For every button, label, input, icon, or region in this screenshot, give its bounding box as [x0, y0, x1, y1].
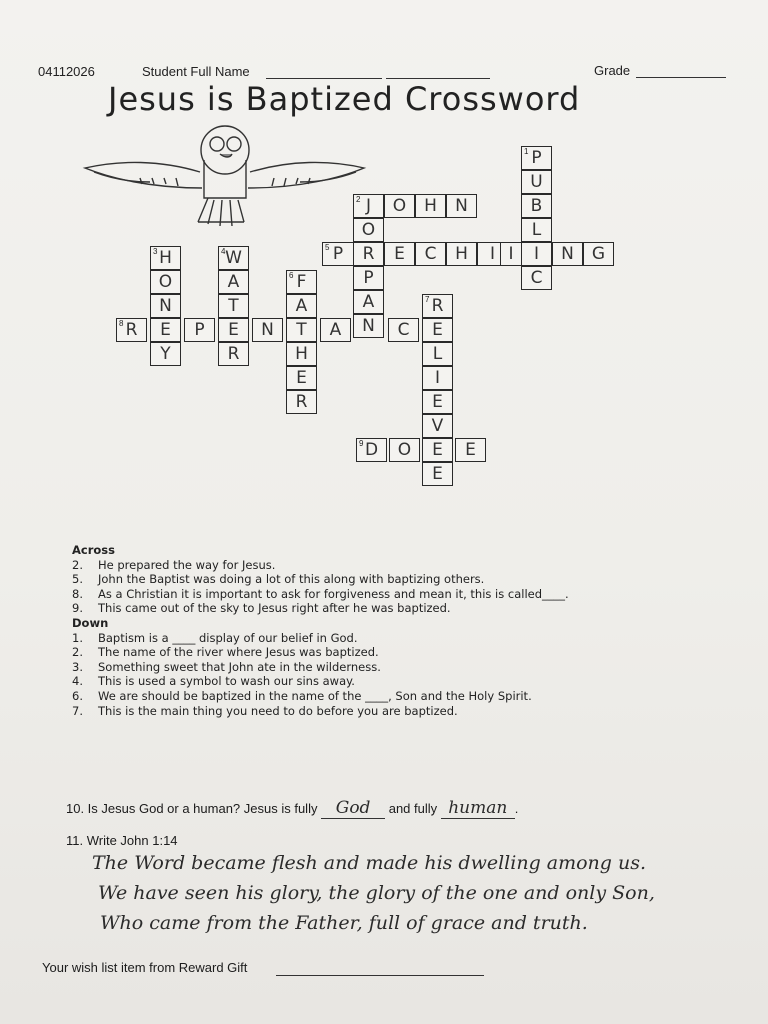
grid-cell[interactable]: B: [521, 194, 552, 218]
grid-cell[interactable]: I: [521, 242, 552, 266]
question-11-prompt: 11. Write John 1:14: [66, 833, 178, 848]
grid-cell[interactable]: E: [422, 438, 453, 462]
grid-cell[interactable]: H: [446, 242, 477, 266]
clue-item: 3. Something sweet that John ate in the wilderness.: [72, 659, 381, 674]
grade-label: Grade: [594, 63, 631, 78]
grid-cell[interactable]: N: [446, 194, 477, 218]
wish-list-label: Your wish list item from Reward Gift: [42, 960, 248, 975]
grid-cell[interactable]: N: [552, 242, 583, 266]
clue-item: 8. As a Christian it is important to ask for forgiveness and mean it, this is called____.: [72, 586, 569, 601]
grid-cell[interactable]: 6 F: [286, 270, 317, 294]
question-10-prompt: 10. Is Jesus God or a human? Jesus is fully: [66, 801, 318, 816]
grid-cell[interactable]: A: [218, 270, 249, 294]
grid-cell[interactable]: 8 R: [116, 318, 147, 342]
clue-item: 2. The name of the river where Jesus was baptized.: [72, 645, 379, 660]
grid-cell[interactable]: O: [150, 270, 181, 294]
grid-cell[interactable]: C: [521, 266, 552, 290]
grid-cell[interactable]: L: [422, 342, 453, 366]
grid-cell[interactable]: H: [286, 342, 317, 366]
handwritten-line: The Word became flesh and made his dwelling among us.: [92, 852, 647, 874]
grid-cell[interactable]: 7 R: [422, 294, 453, 318]
handwritten-line: We have seen his glory, the glory of the one and only Son,: [98, 882, 655, 904]
grid-cell[interactable]: 1 P: [521, 146, 552, 170]
grid-cell[interactable]: 5 P: [322, 242, 353, 266]
grid-cell[interactable]: E: [384, 242, 415, 266]
across-heading: Across: [72, 543, 115, 557]
grid-cell[interactable]: A: [286, 294, 317, 318]
grid-cell[interactable]: R: [218, 342, 249, 366]
grid-cell[interactable]: C: [388, 318, 419, 342]
grid-cell[interactable]: I: [422, 366, 453, 390]
grid-cell[interactable]: Y: [150, 342, 181, 366]
clue-item: 5. John the Baptist was doing a lot of this along with baptizing others.: [72, 572, 485, 587]
down-heading: Down: [72, 615, 109, 630]
clue-item: 4. This is used a symbol to wash our sins away.: [72, 674, 355, 689]
answer-human[interactable]: human: [441, 798, 515, 819]
answer-god[interactable]: God: [321, 798, 385, 819]
handwritten-line: Who came from the Father, full of grace and truth.: [100, 912, 588, 934]
grid-cell[interactable]: O: [384, 194, 415, 218]
clue-item: 1. Baptism is a ____ display of our belief in God.: [72, 630, 358, 645]
grid-cell[interactable]: I: [500, 242, 522, 266]
grid-cell[interactable]: E: [422, 462, 453, 486]
worksheet-code: 04112026: [38, 64, 95, 79]
grid-cell[interactable]: T: [286, 318, 317, 342]
grid-cell[interactable]: 3 H: [150, 246, 181, 270]
grid-cell[interactable]: E: [218, 318, 249, 342]
grid-cell[interactable]: O: [353, 218, 384, 242]
grid-cell[interactable]: L: [521, 218, 552, 242]
clue-list: [72, 543, 569, 718]
grid-cell[interactable]: 2 J: [353, 194, 384, 218]
grid-cell[interactable]: N: [353, 314, 384, 338]
grid-cell[interactable]: R: [286, 390, 317, 414]
grid-cell[interactable]: O: [389, 438, 420, 462]
grid-cell[interactable]: E: [455, 438, 486, 462]
grid-cell[interactable]: I: [477, 242, 508, 266]
grid-cell[interactable]: P: [184, 318, 215, 342]
grid-cell[interactable]: E: [286, 366, 317, 390]
clue-item: 2. He prepared the way for Jesus.: [72, 557, 276, 572]
page-title: Jesus is Baptized Crossword: [108, 80, 581, 118]
clue-item: 9. This came out of the sky to Jesus right after he was baptized.: [72, 601, 451, 616]
clue-item: 7. This is the main thing you need to do before you are baptized.: [72, 703, 458, 718]
question-10: [66, 798, 518, 819]
grid-cell[interactable]: R: [353, 242, 384, 266]
grid-cell[interactable]: E: [422, 390, 453, 414]
grid-cell[interactable]: A: [353, 290, 384, 314]
question-10-period: .: [514, 801, 519, 816]
grid-cell[interactable]: G: [583, 242, 614, 266]
question-10-mid: and fully: [388, 801, 438, 816]
grid-cell[interactable]: P: [353, 266, 384, 290]
grid-cell[interactable]: N: [252, 318, 283, 342]
grid-cell[interactable]: N: [150, 294, 181, 318]
grid-cell[interactable]: V: [422, 414, 453, 438]
grid-cell[interactable]: 9 D: [356, 438, 387, 462]
clue-item: 6. We are should be baptized in the name of the ____, Son and the Holy Spirit.: [72, 688, 532, 703]
grid-cell[interactable]: E: [422, 318, 453, 342]
grid-cell[interactable]: A: [320, 318, 351, 342]
student-name-label: Student Full Name: [142, 64, 250, 79]
grid-cell[interactable]: 4 W: [218, 246, 249, 270]
grid-cell[interactable]: U: [521, 170, 552, 194]
grid-cell[interactable]: C: [415, 242, 446, 266]
grid-cell[interactable]: T: [218, 294, 249, 318]
grid-cell[interactable]: E: [150, 318, 181, 342]
grid-cell[interactable]: H: [415, 194, 446, 218]
wish-list-line[interactable]: [276, 975, 484, 976]
